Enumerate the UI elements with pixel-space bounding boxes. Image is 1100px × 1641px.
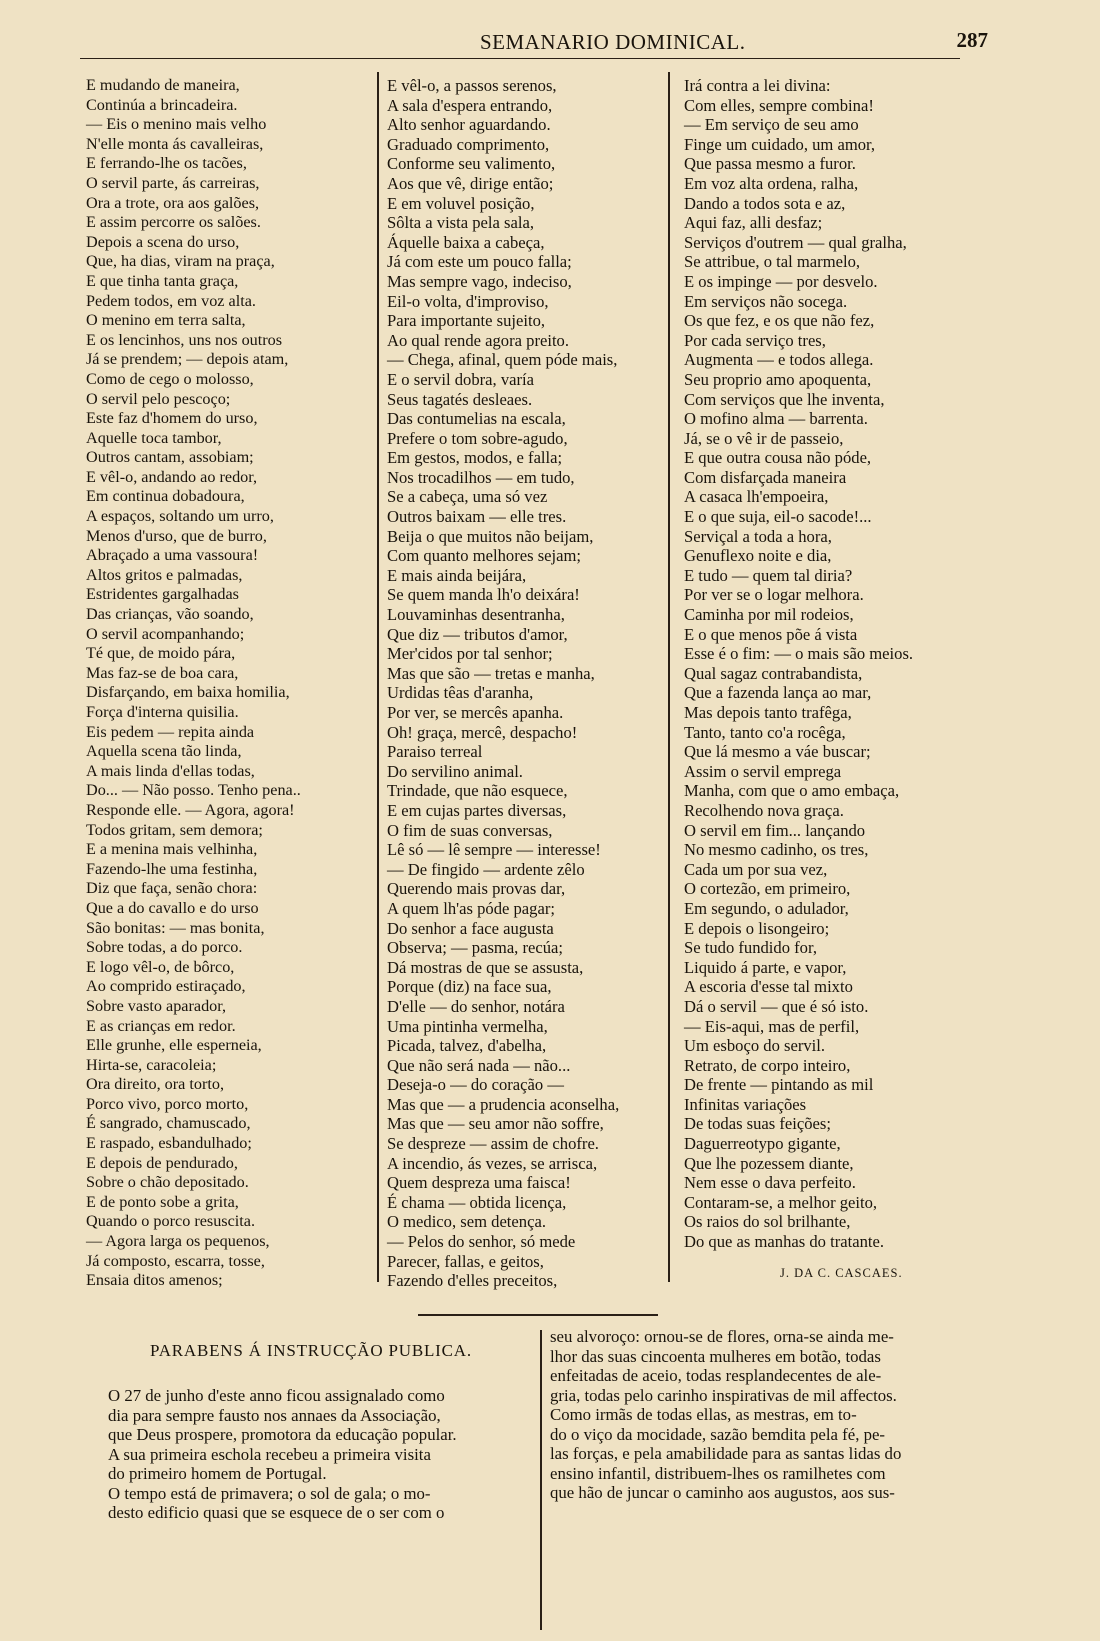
article-line: enfeitadas de aceio, todas resplandecentes de ale- (550, 1366, 882, 1385)
poem-line: Sobre todas, a do porco. (86, 938, 243, 957)
poem-line: Parecer, fallas, e geitos, (387, 1251, 544, 1271)
poem-line: Tanto, tanto co'a rocêga, (684, 722, 846, 742)
poem-line: Assim o servil emprega (684, 761, 842, 781)
poem-line: São bonitas: — mas bonita, (86, 918, 265, 937)
poem-line: E o que menos põe á vista (684, 624, 858, 644)
poem-line: N'elle monta ás cavalleiras, (86, 134, 264, 153)
poem-line: Se tudo fundido for, (684, 938, 817, 958)
poem-line: — Eis-aqui, mas de perfil, (684, 1016, 860, 1036)
poem-line: Augmenta — e todos allega. (684, 350, 874, 370)
poem-line: Quando o porco resuscita. (86, 1212, 256, 1231)
poem-line: Fazendo-lhe uma festinha, (86, 859, 258, 878)
poem-line: E que tinha tanta graça, (86, 271, 239, 290)
poem-line: Uma pintinha vermelha, (387, 1016, 548, 1036)
poem-line: Genuflexo noite e dia, (684, 546, 832, 566)
poem-line: Com quanto melhores sejam; (387, 546, 582, 566)
poem-line: Do... — Não posso. Tenho pena.. (86, 781, 301, 800)
poem-line: Abraçado a uma vassoura! (86, 546, 259, 565)
poem-line: Nos trocadilhos — em tudo, (387, 467, 575, 487)
poem-line: E de ponto sobe a grita, (86, 1192, 239, 1211)
article-line: do o viço da mocidade, sazão bemdita pela fé, pe- (550, 1424, 886, 1444)
poem-line: E mais ainda beijára, (387, 565, 527, 585)
poem-column-2 (387, 76, 619, 1291)
poem-line: — Chega, afinal, quem póde mais, (387, 350, 618, 370)
poem-line: Sobre vasto aparador, (86, 996, 227, 1015)
poem-column-1 (86, 76, 301, 1291)
poem-line: E que outra cousa não póde, (684, 448, 872, 468)
column-divider (377, 72, 379, 1282)
poem-line: Conforme seu valimento, (387, 154, 556, 174)
poem-line: Que, ha dias, viram na praça, (86, 252, 275, 271)
poem-line: E a menina mais velhinha, (86, 840, 258, 859)
poem-line: Áquelle baixa a cabeça, (387, 232, 545, 252)
poem-line: Que a fazenda lança ao mar, (684, 683, 872, 703)
poem-line: E em voluvel posição, (387, 193, 535, 213)
poem-line: E vêl-o, andando ao redor, (86, 467, 258, 486)
poem-line: Em voz alta ordena, ralha, (684, 173, 859, 193)
poem-line: Mas sempre vago, indeciso, (387, 271, 572, 291)
poem-line: A escoria d'esse tal mixto (684, 977, 853, 997)
poem-line: Do que as manhas do tratante. (684, 1232, 884, 1252)
poem-line: Das contumelias na escala, (387, 409, 566, 429)
poem-line: Daguerreotypo gigante, (684, 1134, 841, 1154)
poem-line: Com serviços que lhe inventa, (684, 389, 885, 409)
poem-line: Retrato, de corpo inteiro, (684, 1055, 851, 1075)
article-line: desto edificio quasi que se esquece de o ser com o (108, 1503, 445, 1522)
poem-line: Para importante sujeito, (387, 311, 546, 331)
article-line: A sua primeira eschola recebeu a primeira visita (108, 1444, 431, 1464)
poem-line: E vêl-o, a passos serenos, (387, 76, 557, 95)
poem-line: E ferrando-lhe os tacões, (86, 154, 247, 173)
poem-line: Querendo mais provas dar, (387, 879, 566, 899)
article-column-left (108, 1386, 457, 1523)
poem-line: O servil pelo pescoço; (86, 389, 231, 408)
poem-line: Oh! graça, mercê, despacho! (387, 722, 578, 742)
poem-line: Porque (diz) na face sua, (387, 977, 552, 997)
poem-line: O servil acompanhando; (86, 624, 245, 643)
poem-line: E o servil dobra, varía (387, 369, 534, 389)
poem-line: — Agora larga os pequenos, (86, 1232, 270, 1251)
poem-line: Té que, de moido pára, (86, 644, 236, 663)
poem-line: Graduado comprimento, (387, 134, 550, 154)
poem-line: Já composto, escarra, tosse, (86, 1251, 265, 1270)
poem-line: Que diz — tributos d'amor, (387, 624, 568, 644)
poem-line: Das crianças, vão soando, (86, 605, 254, 624)
poem-line: Ora direito, ora torto, (86, 1075, 224, 1094)
poem-line: É chama — obtida licença, (387, 1192, 567, 1212)
poem-line: Por ver, se mercês apanha. (387, 703, 564, 722)
poem-line: A quem lh'as póde pagar; (387, 898, 555, 918)
poem-line: A casaca lh'empoeira, (684, 487, 829, 507)
poem-line: Serviçal a toda a hora, (684, 526, 832, 546)
poem-line: Louvaminhas desentranha, (387, 605, 565, 625)
poem-line: Se attribue, o tal marmelo, (684, 252, 861, 272)
poem-line: — Em serviço de seu amo (684, 115, 859, 135)
article-column-divider (540, 1330, 542, 1630)
poem-line: Em gestos, modos, e falla; (387, 448, 563, 468)
article-line: ensino infantil, distribuem-lhes os ramilhetes com (550, 1463, 886, 1483)
poem-line: E logo vêl-o, de bôrco, (86, 957, 235, 976)
poem-line: Dando a todos sota e az, (684, 193, 846, 213)
poem-line: Um esboço do servil. (684, 1036, 826, 1056)
article-title: PARABENS Á INSTRUCÇÃO PUBLICA. (150, 1341, 472, 1360)
poem-line: Eil-o volta, d'improviso, (387, 291, 549, 311)
article-line: gria, todas pelo carinho inspirativas de mil affectos. (550, 1385, 897, 1405)
poem-line: Por ver se o logar melhora. (684, 585, 864, 605)
poem-line: Que passa mesmo a furor. (684, 154, 856, 174)
poem-line: Ensaia ditos amenos; (86, 1271, 223, 1290)
poem-line: Disfarçando, em baixa homilia, (86, 683, 290, 702)
article-line: lhor das suas cincoenta mulheres em botão, todas (550, 1346, 881, 1366)
poem-line: O fim de suas conversas, (387, 820, 553, 840)
poem-line: Mas depois tanto trafêga, (684, 703, 852, 722)
poem-line: É sangrado, chamuscado, (86, 1114, 251, 1133)
poem-line: Com elles, sempre combina! (684, 95, 874, 115)
poem-line: Já se prendem; — depois atam, (86, 350, 289, 369)
poem-line: Prefere o tom sobre-agudo, (387, 428, 568, 448)
poem-line: E os lencinhos, uns nos outros (86, 330, 283, 349)
poem-line: Outros baixam — elle tres. (387, 507, 567, 527)
poem-line: Sôlta a vista pela sala, (387, 213, 534, 233)
poem-line: Os raios do sol brilhante, (684, 1212, 851, 1232)
poem-line: E o que suja, eil-o sacode!... (684, 507, 872, 527)
poem-line: Picada, talvez, d'abelha, (387, 1036, 547, 1056)
article-column-right (550, 1327, 901, 1503)
poem-line: Sobre o chão depositado. (86, 1173, 249, 1192)
poem-line: Seus tagatés desleaes. (387, 389, 533, 409)
poem-line: E raspado, esbandulhado; (86, 1134, 252, 1153)
poem-line: Força d'interna quisilia. (86, 703, 239, 721)
poem-line: — Pelos do senhor, só mede (387, 1232, 576, 1252)
poem-line: Que não será nada — não... (387, 1055, 571, 1075)
poem-line: Contaram-se, a melhor geito, (684, 1192, 878, 1212)
poem-line: Aqui faz, alli desfaz; (684, 213, 823, 233)
poem-line: Se despreze — assim de chofre. (387, 1134, 599, 1154)
poem-line: Trindade, que não esquece, (387, 781, 568, 801)
poem-line: Já, se o vê ir de passeio, (684, 428, 844, 448)
article-line: las forças, e pela amabilidade para as santas lidas do (550, 1444, 902, 1463)
poem-line: Do senhor a face augusta (387, 918, 554, 938)
poem-line: Urdidas têas d'aranha, (387, 683, 534, 703)
article-line: seu alvoroço: ornou-se de flores, orna-se ainda me- (550, 1327, 894, 1346)
poem-line: O servil parte, ás carreiras, (86, 173, 260, 192)
poem-line: Se a cabeça, uma só vez (387, 487, 548, 507)
poem-line: Aos que vê, dirige então; (387, 173, 554, 193)
poem-line: O medico, sem detença. (387, 1212, 546, 1232)
poem-line: No mesmo cadinho, os tres, (684, 840, 869, 860)
poem-line: Finge um cuidado, um amor, (684, 134, 876, 154)
poem-line: Ora a trote, ora aos galões, (86, 193, 260, 212)
poem-line: Aquelle toca tambor, (86, 428, 222, 447)
poem-line: Beija o que muitos não beijam, (387, 526, 594, 546)
poem-line: A espaços, soltando um urro, (86, 507, 274, 526)
poem-line: Mer'cidos por tal senhor; (387, 644, 553, 664)
poem-line: Dá mostras de que se assusta, (387, 957, 584, 977)
poem-line: Paraiso terreal (387, 742, 483, 762)
poem-line: Este faz d'homem do urso, (86, 409, 258, 428)
poem-line: Esse é o fim: — o mais são meios. (684, 644, 914, 664)
poem-line: De frente — pintando as mil (684, 1075, 874, 1095)
poem-line: A sala d'espera entrando, (387, 95, 553, 115)
poem-line: Fazendo d'elles preceitos, (387, 1271, 558, 1291)
poem-line: E mudando de maneira, (86, 76, 240, 94)
poem-line: Do servilino animal. (387, 761, 523, 781)
poem-line: Que a do cavallo e do urso (86, 898, 259, 917)
poem-line: Irá contra a lei divina: (684, 76, 831, 95)
poem-line: Qual sagaz contrabandista, (684, 663, 863, 683)
article-line: dia para sempre fausto nos annaes da Associação, (108, 1405, 441, 1425)
poem-line: Diz que faça, senão chora: (86, 879, 258, 898)
section-rule (418, 1314, 658, 1316)
article-line: O tempo está de primavera; o sol de gala; o mo- (108, 1483, 431, 1503)
poem-line: Caminha por mil rodeios, (684, 605, 854, 625)
poem-line: O cortezão, em primeiro, (684, 879, 851, 899)
poem-line: Dá o servil — que é só isto. (684, 996, 869, 1016)
poem-line: Com disfarçada maneira (684, 467, 847, 487)
poem-line: Ao qual rende agora preito. (387, 330, 569, 350)
poem-line: Quem despreza uma faisca! (387, 1173, 571, 1193)
poem-line: Recolhendo nova graça. (684, 800, 844, 820)
poem-line: Eis pedem — repita ainda (86, 722, 255, 741)
poem-line: Estridentes gargalhadas (86, 585, 239, 604)
poem-line: Responde elle. — Agora, agora! (86, 800, 295, 819)
column-divider (668, 72, 670, 1282)
poem-line: O mofino alma — barrenta. (684, 409, 868, 429)
poem-line: Os que fez, e os que não fez, (684, 311, 875, 331)
poem-line: De todas suas feições; (684, 1114, 831, 1134)
poem-line: Mas que — a prudencia aconselha, (387, 1094, 620, 1114)
poem-line: Em continua dobadoura, (86, 487, 245, 506)
poem-line: Serviços d'outrem — qual gralha, (684, 232, 907, 252)
article-line: O 27 de junho d'este anno ficou assignalado como (108, 1386, 445, 1405)
poem-line: D'elle — do senhor, notára (387, 996, 565, 1016)
poem-line: Como de cego o molosso, (86, 369, 254, 388)
poem-line: Se quem manda lh'o deixára! (387, 585, 580, 605)
poem-line: E as crianças em redor. (86, 1016, 236, 1035)
poem-line: Seu proprio amo apoquenta, (684, 369, 872, 389)
poem-line: Mas que são — tretas e manha, (387, 663, 595, 683)
poem-line: — Eis o menino mais velho (86, 115, 267, 134)
poem-line: Manha, com que o amo embaça, (684, 781, 900, 801)
poem-line: Depois a scena do urso, (86, 232, 240, 251)
poem-line: Deseja-o — do coração — (387, 1075, 564, 1095)
poem-line: Todos gritam, sem demora; (86, 820, 263, 839)
poem-line: Infinitas variações (684, 1094, 807, 1114)
poem-line: Por cada serviço tres, (684, 330, 826, 350)
article-line: que Deus prospere, promotora da educação popular. (108, 1425, 457, 1444)
running-head: SEMANARIO DOMINICAL. (480, 30, 746, 54)
author-signature: J. DA C. CASCAES. (780, 1266, 903, 1280)
page-number: 287 (956, 28, 988, 52)
poem-line: — De fingido — ardente zêlo (387, 859, 585, 879)
poem-line: Porco vivo, porco morto, (86, 1094, 249, 1113)
poem-line: Outros cantam, assobiam; (86, 448, 254, 467)
poem-line: Menos d'urso, que de burro, (86, 526, 267, 545)
poem-line: E depois o lisongeiro; (684, 918, 830, 938)
poem-line: Liquido á parte, e vapor, (684, 957, 847, 977)
page-header (80, 28, 988, 59)
poem-line: Em segundo, o adulador, (684, 898, 849, 918)
poem-line: Cada um por sua vez, (684, 859, 828, 879)
poem-line: Alto senhor aguardando. (387, 115, 551, 135)
poem-line: Que lá mesmo a váe buscar; (684, 742, 871, 762)
poem-line: Mas que — seu amor não soffre, (387, 1114, 604, 1134)
poem-line: Observa; — pasma, recúa; (387, 938, 564, 958)
poem-line: Aquella scena tão linda, (86, 742, 242, 761)
poem-line: A mais linda d'ellas todas, (86, 761, 255, 780)
poem-line: Hirta-se, caracoleia; (86, 1055, 217, 1074)
poem-line: Elle grunhe, elle esperneia, (86, 1036, 262, 1055)
poem-line: E tudo — quem tal diria? (684, 565, 853, 585)
poem-line: Mas faz-se de boa cara, (86, 663, 239, 682)
poem-line: Lê só — lê sempre — interesse! (387, 840, 601, 860)
article-line: Como irmãs de todas ellas, as mestras, em to- (550, 1405, 857, 1424)
poem-line: Em serviços não socega. (684, 291, 848, 311)
poem-column-3 (684, 76, 913, 1252)
poem-line: Pedem todos, em voz alta. (86, 291, 256, 310)
poem-line: E em cujas partes diversas, (387, 800, 567, 820)
poem-line: Que lhe pozessem diante, (684, 1153, 854, 1173)
poem-line: E assim percorre os salões. (86, 213, 261, 232)
article-line: que hão de juncar o caminho aos augustos, aos sus- (550, 1483, 895, 1502)
poem-line: O servil em fim... lançando (684, 820, 866, 840)
poem-line: A incendio, ás vezes, se arrisca, (387, 1153, 598, 1173)
poem-line: Nem esse o dava perfeito. (684, 1173, 856, 1193)
poem-line: E depois de pendurado, (86, 1153, 238, 1172)
poem-line: Já com este um pouco falla; (387, 252, 572, 272)
poem-line: E os impinge — por desvelo. (684, 271, 878, 291)
poem-line: Ao comprido estiraçado, (86, 977, 246, 996)
poem-line: Continúa a brincadeira. (86, 95, 238, 114)
poem-line: Altos gritos e palmadas, (86, 565, 243, 584)
poem-line: O menino em terra salta, (86, 311, 246, 330)
article-line: do primeiro homem de Portugal. (108, 1464, 327, 1483)
